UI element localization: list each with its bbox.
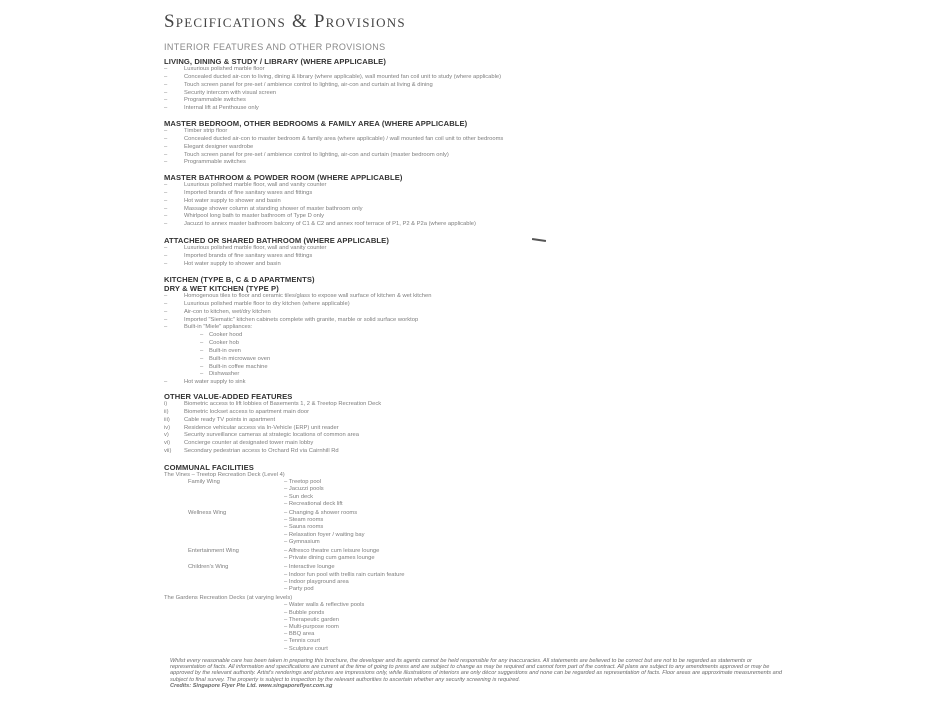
- list-item-text: Luxurious polished marble floor to dry kitchen (where applicable): [184, 300, 350, 307]
- section-living-dining: [164, 57, 724, 113]
- wing-group: [164, 510, 724, 546]
- appliance-item: [164, 340, 724, 348]
- facility-item: – Treetop pool: [284, 479, 322, 486]
- appliance-item: [164, 364, 724, 372]
- disclaimer-footer: [170, 658, 785, 689]
- list-item-text: Luxurious polished marble floor: [184, 66, 265, 72]
- list-marker: –: [164, 66, 168, 72]
- list-item-text: Touch screen panel for pre-set / ambience control to lighting, air-con and curtain at living & dining: [184, 81, 433, 88]
- page-subtitle: INTERIOR FEATURES AND OTHER PROVISIONS: [164, 42, 386, 52]
- list-item-text: Secondary pedestrian access to Orchard Rd via Cairnhill Rd: [184, 448, 339, 455]
- list-item-text: Timber strip floor: [184, 128, 228, 134]
- list-item: [164, 301, 724, 309]
- facility-item: – Recreational deck lift: [284, 500, 343, 507]
- facility-item: – Interactive lounge: [284, 564, 335, 571]
- section-master-bathroom: [164, 173, 724, 229]
- list-marker: vi): [164, 440, 171, 447]
- list-marker: –: [164, 213, 168, 220]
- list-item: [164, 293, 724, 301]
- disclaimer-text: Whilst every reasonable care has been taken in preparing this brochure, the developer and its agents cannot be held responsible for any inaccuracies. All statements are believed to be correct but are not to be regarded as statements or representation of facts. All information and specifications are current at the time of going to press and are subject to change as may be required and cannot form part of the contract. All plans are subject to any amendments approved or may be approved by the relevant authority. Artist's renderings and pictures are impressions only, while illustrations of interiors are only décor suggestions and none can be regarded as representation of facts. Floor areas are approximate measurements and subject to final survey. The property is subject to inspection by the relevant authorities to ascertain whether any security screening is required.: [170, 658, 782, 683]
- list-marker: –: [164, 300, 168, 307]
- list-item-text: Programmable switches: [184, 159, 246, 166]
- facility-item: – Party pod: [284, 586, 314, 593]
- list-marker: –: [164, 159, 168, 166]
- list-item-text: Hot water supply to shower and basin: [184, 260, 281, 267]
- feature-list: [164, 66, 724, 113]
- list-marker: ii): [164, 408, 169, 415]
- vines-title: The Vines – Treetop Recreation Deck (Level 4): [164, 472, 285, 478]
- list-item-text: Hot water supply to sink: [184, 379, 246, 386]
- wing-items: [284, 564, 724, 593]
- list-item: [164, 82, 724, 90]
- list-item: [164, 136, 724, 144]
- facility-item: – Changing & shower rooms: [284, 510, 358, 517]
- list-marker: –: [164, 97, 168, 104]
- list-item-text: Built-in microwave oven: [209, 355, 271, 362]
- gardens-items: [284, 602, 724, 652]
- list-item: [164, 97, 724, 105]
- list-item-text: Cable ready TV points in apartment: [184, 416, 276, 423]
- list-item-text: Concierge counter at designated tower main lobby: [184, 440, 314, 447]
- section-heading: OTHER VALUE-ADDED FEATURES: [164, 392, 293, 401]
- list-item: [164, 317, 724, 325]
- appliance-item: [164, 371, 724, 379]
- list-marker: –: [164, 221, 168, 228]
- value-added-item: [164, 417, 724, 425]
- list-marker: –: [200, 355, 204, 362]
- facility-item: – Water walls & reflective pools: [284, 602, 365, 609]
- list-marker: –: [164, 316, 168, 323]
- facility-item: – Alfresco theatre cum leisure lounge: [284, 548, 380, 555]
- appliance-item: [164, 332, 724, 340]
- list-item: [164, 105, 724, 113]
- page-title: Specifications & Provisions: [164, 11, 406, 32]
- list-item-text: Homogenous tiles to floor and ceramic tiles/glass to expose wall surface of kitchen & wet kitchen: [184, 293, 432, 299]
- wing-group: [164, 548, 724, 562]
- list-item: [164, 66, 724, 74]
- list-item: [164, 190, 724, 198]
- list-item-text: Concealed ducted air-con to master bedroom & family area (where applicable) / wall mounted fan coil unit to other bedrooms: [184, 135, 504, 142]
- appliance-item: [164, 356, 724, 364]
- list-item: [164, 144, 724, 152]
- list-item-text: Built-in "Miele" appliances:: [184, 324, 253, 331]
- list-item: [164, 74, 724, 82]
- list-item-text: Jacuzzi to annex master bathroom balcony of C1 & C2 and annex roof terrace of P1, P2 & P2a (where applicable): [184, 221, 476, 228]
- wing-items: [284, 479, 724, 508]
- list-marker: –: [164, 324, 168, 331]
- list-marker: –: [164, 189, 168, 196]
- gardens-title: The Gardens Recreation Decks (at varying levels): [164, 595, 293, 602]
- facility-item: – Sun deck: [284, 493, 314, 500]
- list-marker: –: [164, 73, 168, 80]
- wing-items: [284, 510, 724, 546]
- list-marker: vii): [164, 448, 172, 455]
- list-item-text: Programmable switches: [184, 97, 246, 104]
- list-marker: –: [164, 197, 168, 204]
- facility-item: – Indoor playground area: [284, 578, 349, 585]
- section-heading: LIVING, DINING & STUDY / LIBRARY (WHERE APPLICABLE): [164, 57, 386, 66]
- list-marker: –: [164, 379, 168, 386]
- section-heading: COMMUNAL FACILITIES: [164, 463, 254, 472]
- credit-line: Credits: Singapore Flyer Pte Ltd. www.singaporeflyer.com.sg: [170, 682, 333, 689]
- list-item-text: Security intercom with visual screen: [184, 89, 277, 96]
- list-marker: –: [164, 182, 168, 188]
- list-marker: –: [164, 252, 168, 259]
- wing-name: Entertainment Wing: [188, 548, 239, 555]
- list-item: [164, 309, 724, 317]
- list-item: [164, 379, 724, 387]
- value-added-item: [164, 401, 724, 409]
- list-marker: –: [164, 128, 168, 134]
- list-marker: –: [200, 347, 204, 354]
- kitchen-heading: KITCHEN (TYPE B, C & D APARTMENTS): [164, 275, 315, 284]
- list-item: [164, 198, 724, 206]
- gardens-wing: [164, 602, 724, 652]
- feature-list: [164, 128, 724, 167]
- list-item: [164, 182, 724, 190]
- list-item-text: Built-in oven: [209, 347, 241, 354]
- section-master-bedroom: [164, 119, 724, 167]
- list-item-text: Biometric access to lift lobbies of Basements 1, 2 & Treetop Recreation Deck: [184, 401, 382, 407]
- list-item-text: Built-in coffee machine: [209, 363, 268, 370]
- value-added-item: [164, 409, 724, 417]
- facility-item: – Therapeutic garden: [284, 616, 340, 623]
- list-marker: i): [164, 401, 168, 407]
- section-heading: MASTER BEDROOM, OTHER BEDROOMS & FAMILY AREA (WHERE APPLICABLE): [164, 119, 468, 128]
- facility-item: – Steam rooms: [284, 517, 324, 524]
- list-marker: –: [200, 371, 204, 378]
- list-item-text: Luxurious polished marble floor, wall and vanity counter: [184, 182, 327, 188]
- wing-group: [164, 479, 724, 508]
- list-marker: –: [164, 151, 168, 158]
- wings-list: [164, 479, 724, 593]
- list-item-text: Massage shower column at standing shower of master bathroom only: [184, 205, 363, 212]
- kitchen-list: [164, 293, 724, 387]
- list-item-text: Dishwasher: [209, 371, 240, 378]
- list-marker: –: [164, 308, 168, 315]
- appliance-item: [164, 348, 724, 356]
- wing-name: Wellness Wing: [188, 510, 227, 517]
- list-item-text: Whirlpool long bath to master bathroom of Type D only: [184, 213, 325, 220]
- list-item: [164, 152, 724, 160]
- list-marker: –: [164, 105, 168, 112]
- facility-item: – Relaxation foyer / waiting bay: [284, 531, 365, 538]
- list-marker: –: [164, 81, 168, 88]
- list-marker: –: [200, 363, 204, 370]
- list-item-text: Imported brands of fine sanitary wares and fittings: [184, 252, 313, 259]
- value-added-item: [164, 425, 724, 433]
- wing-name: Family Wing: [188, 479, 220, 486]
- list-item: [164, 206, 724, 214]
- list-marker: v): [164, 432, 169, 439]
- list-item-text: Residence vehicular access via In-Vehicle (ERP) unit reader: [184, 424, 339, 431]
- list-item-text: Concealed ducted air-con to living, dining & library (where applicable), wall mounted fan coil unit to study (where applicable): [184, 73, 502, 80]
- list-marker: –: [164, 143, 168, 150]
- list-marker: –: [164, 293, 168, 299]
- list-item-text: Imported brands of fine sanitary wares and fittings: [184, 189, 313, 196]
- value-added-item: [164, 432, 724, 440]
- list-marker: iii): [164, 416, 170, 423]
- section-value-added: [164, 392, 724, 456]
- list-item: [164, 159, 724, 167]
- facility-item: – BBQ area: [284, 631, 315, 638]
- list-item: [164, 245, 724, 253]
- facility-item: – Multi-purpose room: [284, 624, 339, 631]
- list-marker: –: [164, 135, 168, 142]
- list-item-text: Biometric lockset access to apartment main door: [184, 408, 310, 415]
- list-item: [164, 213, 724, 221]
- list-item-text: Touch screen panel for pre-set / ambience control to lighting, air-con and curtain (master bedroom only): [184, 151, 449, 158]
- list-item: [164, 128, 724, 136]
- list-marker: –: [200, 332, 204, 339]
- value-added-list: [164, 401, 724, 456]
- list-marker: –: [200, 340, 204, 347]
- facility-item: – Tennis court: [284, 638, 320, 645]
- list-item-text: Cooker hob: [209, 340, 239, 347]
- facility-item: – Sculpture court: [284, 645, 328, 652]
- wing-items: [284, 548, 724, 562]
- list-marker: –: [164, 245, 168, 251]
- kitchen-subheading: DRY & WET KITCHEN (TYPE P): [164, 284, 279, 293]
- facility-item: – Jacuzzi pools: [284, 486, 324, 493]
- list-item: [164, 253, 724, 261]
- section-kitchen: [164, 275, 724, 387]
- list-item: [164, 261, 724, 269]
- section-attached-bathroom: [164, 236, 724, 269]
- facility-item: – Sauna rooms: [284, 524, 324, 531]
- section-heading: ATTACHED OR SHARED BATHROOM (WHERE APPLICABLE): [164, 236, 389, 245]
- list-item-text: Imported "Siematic" kitchen cabinets complete with granite, marble or solid surface worktop: [184, 316, 419, 323]
- feature-list: [164, 245, 724, 269]
- list-item-text: Internal lift at Penthouse only: [184, 105, 259, 112]
- feature-list: [164, 182, 724, 229]
- list-item: [164, 90, 724, 98]
- list-item-text: Elegant designer wardrobe: [184, 143, 254, 150]
- list-item: [164, 221, 724, 229]
- section-communal: [164, 463, 724, 653]
- wing-name: Children's Wing: [188, 564, 229, 571]
- wing-group: [164, 564, 724, 593]
- section-heading: MASTER BATHROOM & POWDER ROOM (WHERE APPLICABLE): [164, 173, 403, 182]
- list-item-text: Luxurious polished marble floor, wall and vanity counter: [184, 245, 327, 251]
- list-item: [164, 324, 724, 332]
- facility-item: – Indoor fun pool with trellis rain curtain feature: [284, 571, 405, 578]
- facility-item: – Bubble ponds: [284, 609, 325, 616]
- list-item-text: Air-con to kitchen, wet/dry kitchen: [184, 308, 271, 315]
- list-marker: –: [164, 260, 168, 267]
- list-marker: –: [164, 89, 168, 96]
- value-added-item: [164, 448, 724, 456]
- facility-item: – Private dining cum games lounge: [284, 555, 375, 562]
- list-marker: –: [164, 205, 168, 212]
- list-item-text: Cooker hood: [209, 332, 243, 339]
- list-item-text: Security surveillance cameras at strategic locations of common area: [184, 432, 359, 439]
- list-item-text: Hot water supply to shower and basin: [184, 197, 281, 204]
- facility-item: – Gymnasium: [284, 538, 320, 545]
- value-added-item: [164, 440, 724, 448]
- list-marker: iv): [164, 424, 171, 431]
